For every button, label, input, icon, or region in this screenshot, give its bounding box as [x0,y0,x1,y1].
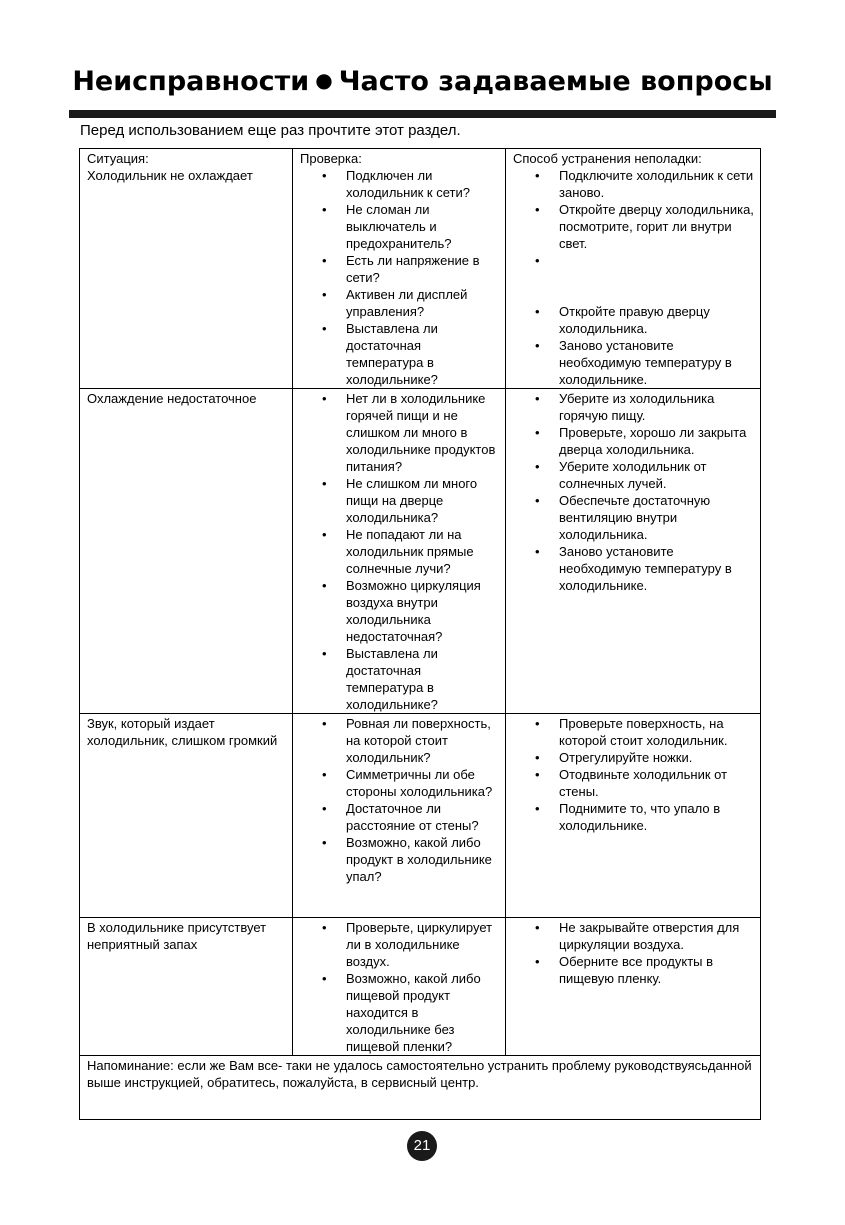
list-item: • Активен ли дисплей управления? [300,286,499,320]
list-item: • Не закрывайте отверстия для циркуляции воздуха. [513,919,754,953]
list-item: • Проверьте поверхность, на которой стоит холодильник. [513,715,754,749]
remedy-cell [506,149,761,389]
page-title [0,66,845,97]
situation-cell [80,149,293,389]
list-item: • Оберните все продукты в пищевую пленку. [513,953,754,987]
situation-text: Холодильник не охлаждает [87,168,253,183]
list-item: • Подключите холодильник к сети заново. [513,167,754,201]
check-list [300,390,499,713]
header-situation: Ситуация: [87,151,149,166]
list-item: • Достаточное ли расстояние от стены? [300,800,499,834]
table-row [80,389,761,714]
table-row [80,714,761,918]
list-item: • Возможно, какой либо продукт в холодильнике упал? [300,834,499,885]
list-item: • Есть ли напряжение в сети? [300,252,499,286]
list-item: • Возможно циркуляция воздуха внутри холодильника недостаточная? [300,577,499,645]
list-item: • Ровная ли поверхность, на которой стоит холодильник? [300,715,499,766]
list-item: • Заново установите необходимую температуру в холодильнике. [513,543,754,594]
list-item: • Не слишком ли много пищи на дверце холодильника? [300,475,499,526]
title-rule [69,110,776,118]
check-cell [293,714,506,918]
list-item: • Не сломан ли выключатель и предохранитель? [300,201,499,252]
troubleshooting-table [79,148,761,1120]
reminder-note: Напоминание: если же Вам все- таки не удалось самостоятельно устранить проблему руководствуясьданной выше инструкцией, обратитесь, пожалуйста, в сервисный центр. [80,1056,761,1120]
list-item: • Отодвиньте холодильник от стены. [513,766,754,800]
list-item: • Проверьте, циркулирует ли в холодильнике воздух. [300,919,499,970]
table-row [80,149,761,389]
intro-text: Перед использованием еще раз прочтите этот раздел. [80,122,461,139]
check-list [300,167,499,388]
list-item: • Проверьте, хорошо ли закрыта дверца холодильника. [513,424,754,458]
header-check: Проверка: [300,151,362,166]
situation-cell: Охлаждение недостаточное [80,389,293,714]
remedy-list [513,919,754,987]
header-remedy: Способ устранения неполадки: [513,151,702,166]
list-item: • Заново установите необходимую температуру в холодильнике. [513,337,754,388]
check-list [300,919,499,1055]
note-row [80,1056,761,1120]
check-list [300,715,499,885]
table-row [80,918,761,1056]
remedy-cell [506,918,761,1056]
check-cell [293,149,506,389]
list-item: • Симметричны ли обе стороны холодильника? [300,766,499,800]
list-item: • Отрегулируйте ножки. [513,749,754,766]
list-item: • Откройте правую дверцу холодильника. [513,303,754,337]
remedy-list [513,390,754,594]
title-right: Часто задаваемые вопросы [338,66,773,97]
situation-cell: В холодильнике присутствует неприятный запах [80,918,293,1056]
list-item: • Выставлена ли достаточная температура в холодильнике? [300,320,499,388]
list-spacer [513,252,754,303]
situation-cell: Звук, который издает холодильник, слишком громкий [80,714,293,918]
remedy-cell [506,389,761,714]
list-item: • Подключен ли холодильник к сети? [300,167,499,201]
list-item: • Возможно, какой либо пищевой продукт находится в холодильнике без пищевой пленки? [300,970,499,1055]
title-left: Неисправности [72,66,310,97]
list-item: • Не попадают ли на холодильник прямые солнечные лучи? [300,526,499,577]
page-number-badge: 21 [407,1131,437,1161]
remedy-list [513,715,754,834]
list-item: • Поднимите то, что упало в холодильнике. [513,800,754,834]
check-cell [293,389,506,714]
title-bullet: ● [315,68,333,92]
list-item: • Откройте дверцу холодильника, посмотрите, горит ли внутри свет. [513,201,754,252]
list-item: • Выставлена ли достаточная температура в холодильнике? [300,645,499,713]
list-item: • Уберите холодильник от солнечных лучей. [513,458,754,492]
check-cell [293,918,506,1056]
remedy-list [513,167,754,388]
list-item: • Уберите из холодильника горячую пищу. [513,390,754,424]
list-item: • Обеспечьте достаточную вентиляцию внутри холодильника. [513,492,754,543]
remedy-cell [506,714,761,918]
list-item: • Нет ли в холодильнике горячей пищи и не слишком ли много в холодильнике продуктов питания? [300,390,499,475]
